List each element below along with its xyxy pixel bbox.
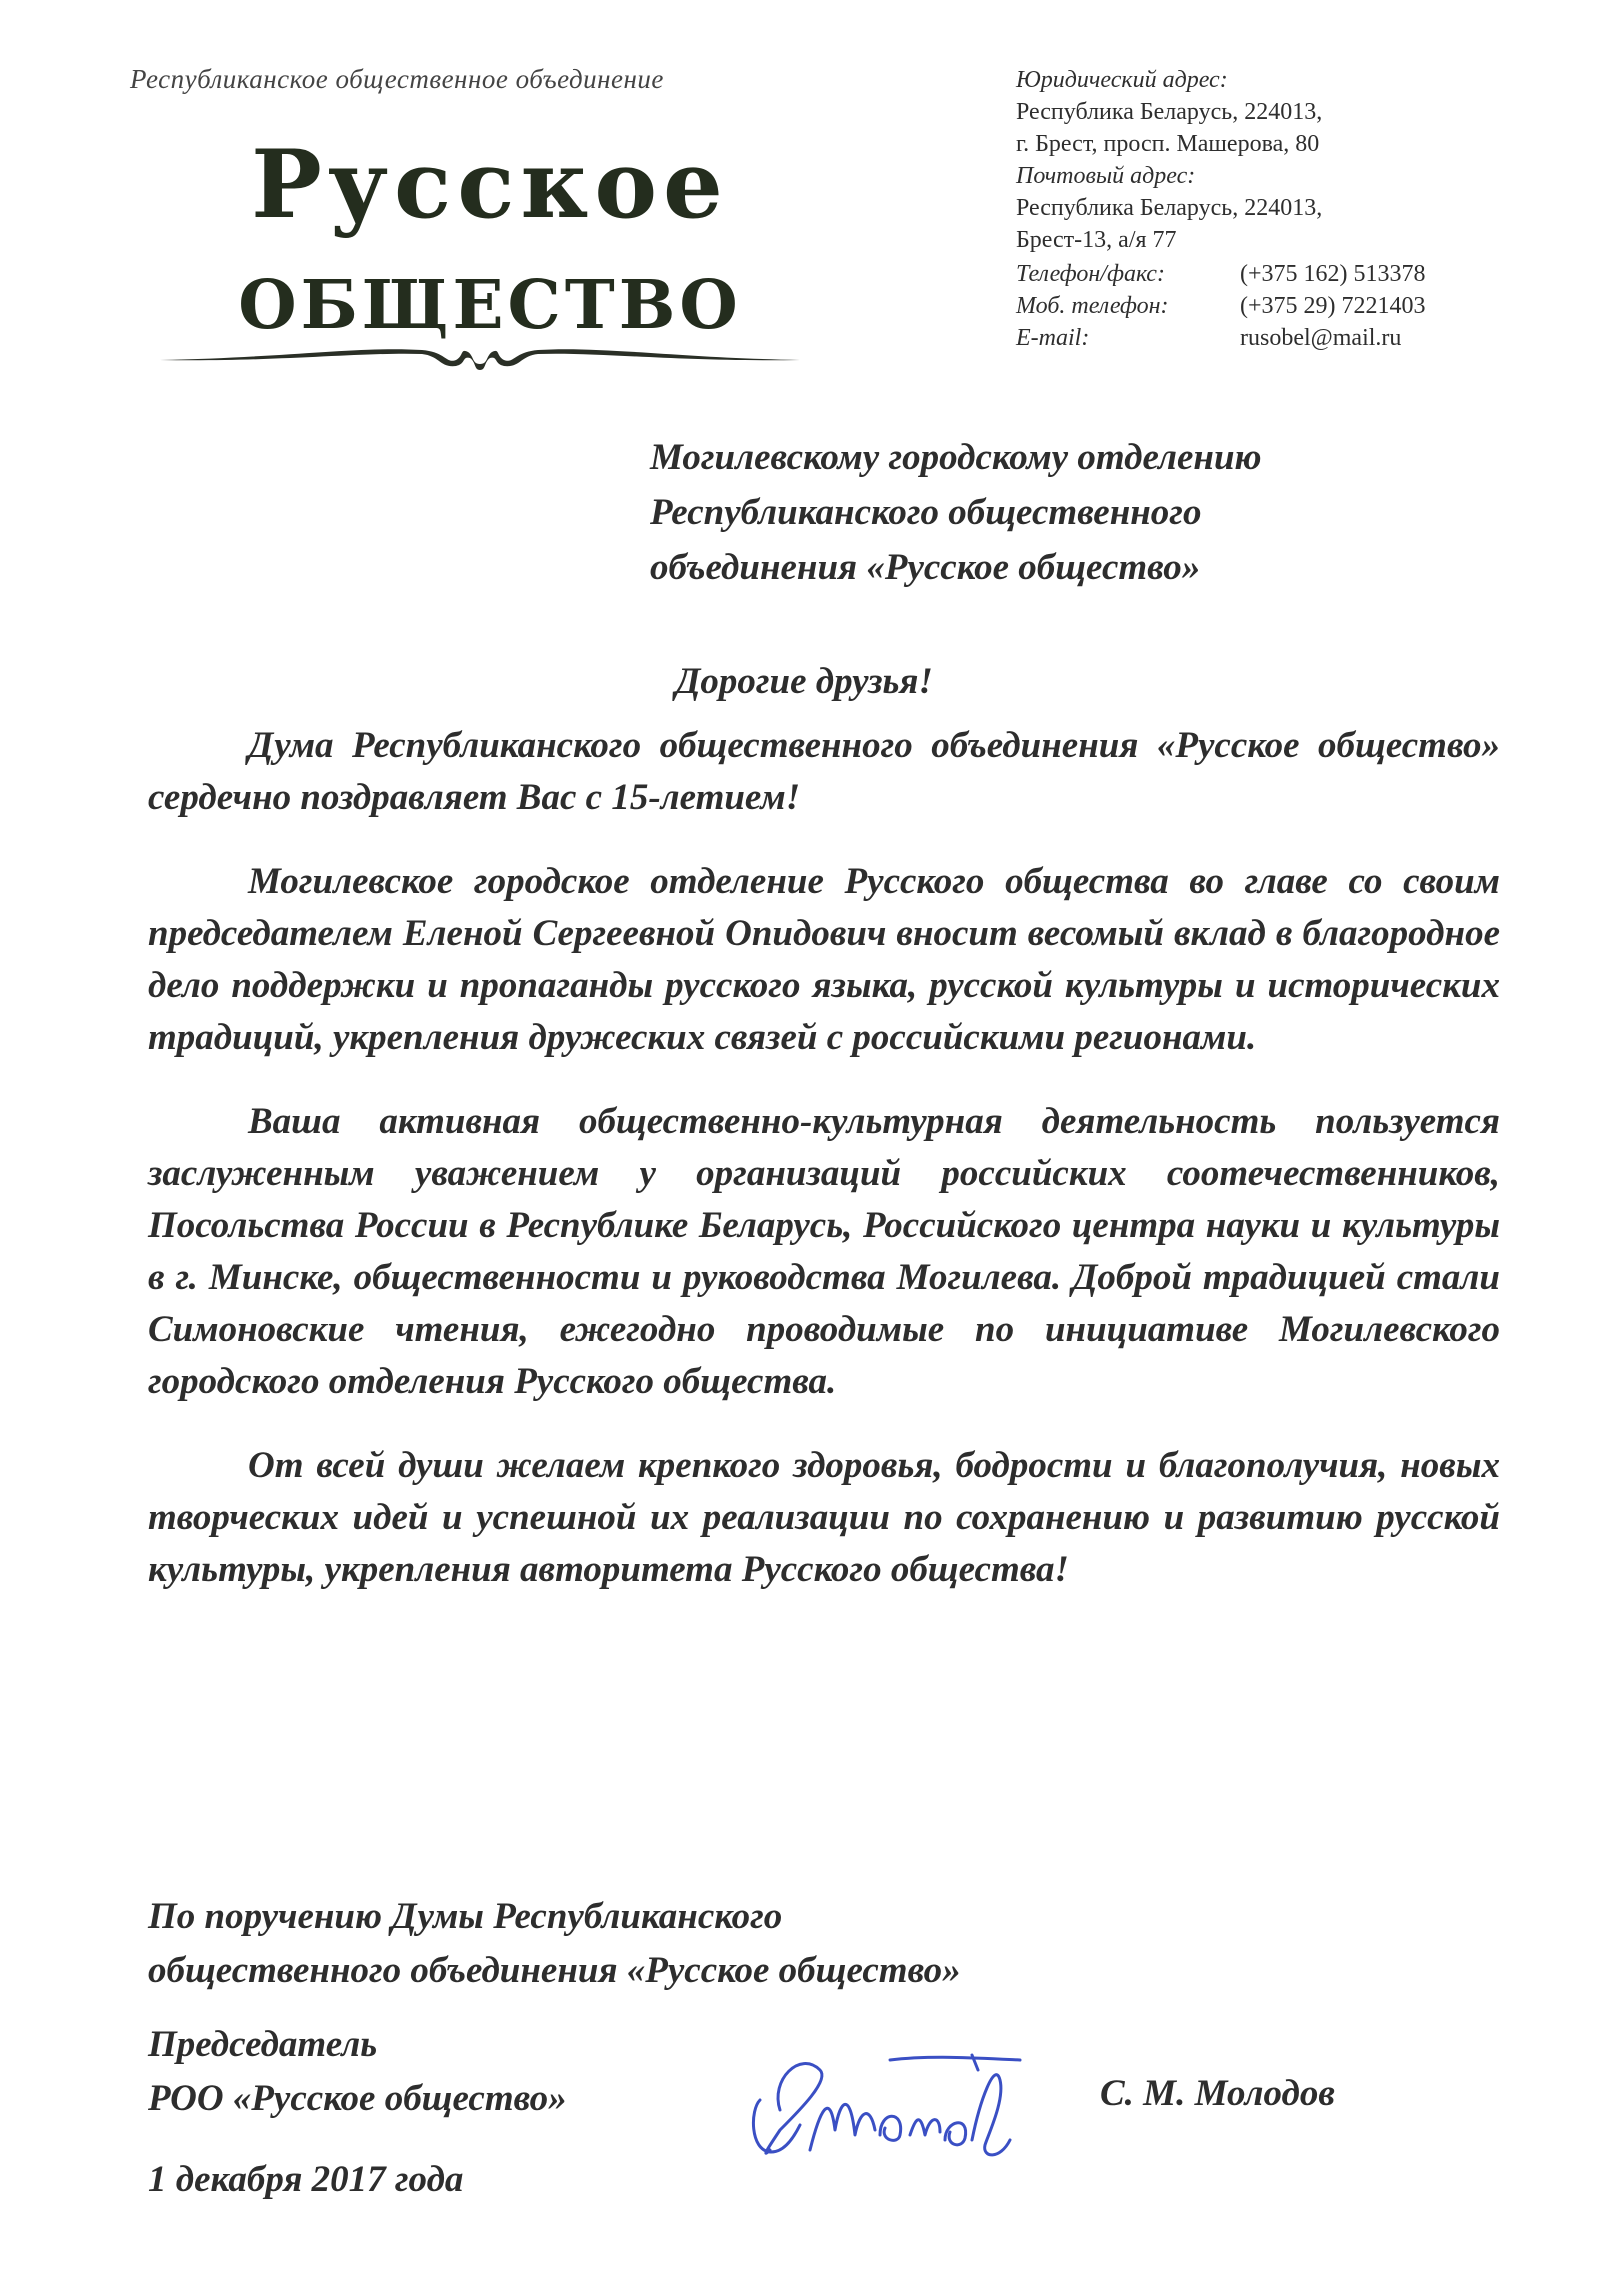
phone-fax-value: (+375 162) 513378 xyxy=(1240,261,1426,287)
legal-address-label: Юридический адрес: xyxy=(1016,67,1228,93)
mobile-row xyxy=(1016,290,1576,322)
signer-name: С. М. Молодов xyxy=(1100,2073,1335,2114)
logo xyxy=(140,110,840,390)
email-value: rusobel@mail.ru xyxy=(1240,325,1402,351)
body-paragraph: От всей души желаем крепкого здоровья, бодрости и благополучия, новых творческих идей и успешной их реализации по сохранению и развитию русской культуры, укрепления авторитета Русского общества! xyxy=(148,1445,1500,1590)
mobile-label: Моб. телефон: xyxy=(1016,293,1169,319)
mobile-value: (+375 29) 7221403 xyxy=(1240,293,1426,319)
body-paragraph: Могилевское городское отделение Русского общества во главе со своим председателем Еленой Сергеевной Опидович вносит весомый вклад в благородное дело поддержки и пропаганды русского языка, русской культуры и исторических традиций, укрепления дружеских связей с российскими регионами. xyxy=(148,861,1500,1058)
postal-address-line1: Республика Беларусь, 224013, xyxy=(1016,195,1323,221)
letter-body xyxy=(148,720,1500,1628)
addressee-line2: Республиканского общественного xyxy=(650,492,1202,533)
postal-address-line2: Брест-13, а/я 77 xyxy=(1016,227,1177,253)
contact-info xyxy=(1016,64,1576,354)
closing-line2: общественного объединения «Русское общество» xyxy=(148,1950,961,1991)
email-row xyxy=(1016,322,1576,354)
addressee-line3: объединения «Русское общество» xyxy=(650,547,1201,588)
addressee-line1: Могилевскому городскому отделению xyxy=(650,437,1262,478)
letterhead-org-type: Республиканское общественное объединение xyxy=(130,64,664,94)
postal-address-label: Почтовый адрес: xyxy=(1016,163,1196,189)
addressee xyxy=(650,430,1550,595)
body-paragraph: Ваша активная общественно-культурная деятельность пользуется заслуженным уважением у организаций российских соотечественников, Посольства России в Республике Беларусь, Российского центра науки и культуры в г. Минске, общественности и руководства Могилева. Доброй традицией стали Симоновские чтения, ежегодно проводимые по инициативе Могилевского городского отделения Русского общества. xyxy=(148,1101,1500,1402)
phone-fax-row xyxy=(1016,258,1576,290)
handwritten-signature-icon xyxy=(740,2040,1040,2170)
signer-title-line1: Председатель xyxy=(148,2024,378,2065)
signer-title-line2: РОО «Русское общество» xyxy=(148,2078,567,2119)
email-label: E-mail: xyxy=(1016,325,1090,351)
closing-line1: По поручению Думы Республиканского xyxy=(148,1896,783,1937)
logo-title-line1: Русское xyxy=(251,130,729,240)
legal-address-line1: Республика Беларусь, 224013, xyxy=(1016,99,1323,125)
logo-title-line2: общество xyxy=(238,238,742,351)
phone-fax-label: Телефон/факс: xyxy=(1016,261,1165,287)
closing xyxy=(148,1890,1148,1998)
letter-date: 1 декабря 2017 года xyxy=(148,2159,464,2200)
ornament-divider-icon xyxy=(160,330,800,376)
legal-address-line2: г. Брест, просп. Машерова, 80 xyxy=(1016,131,1320,157)
greeting: Дорогие друзья! xyxy=(675,661,933,702)
body-paragraph: Дума Республиканского общественного объединения «Русское общество» сердечно поздравляет Вас с 15-летием! xyxy=(148,725,1500,818)
